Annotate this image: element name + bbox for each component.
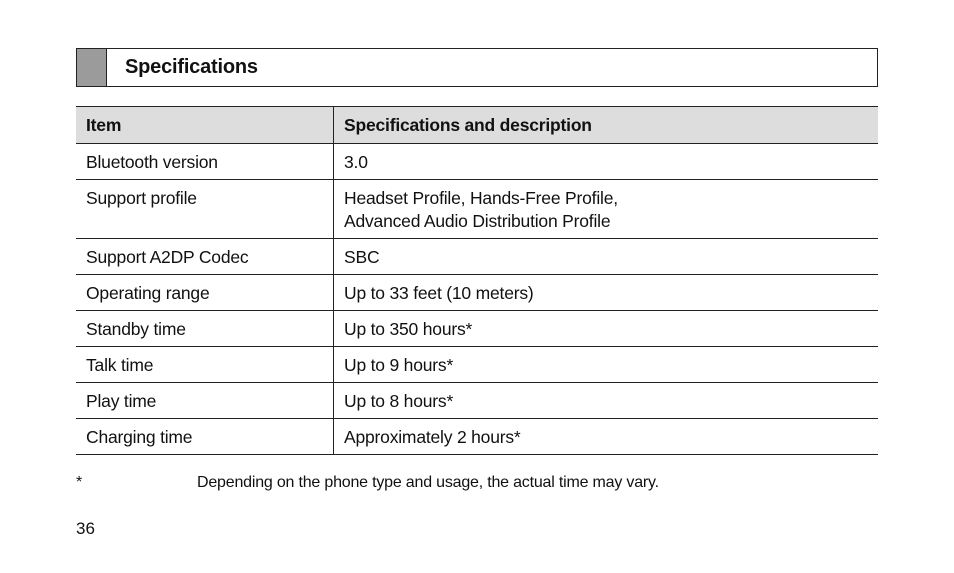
footnote-text: Depending on the phone type and usage, the actual time may vary. <box>197 474 659 491</box>
column-header-description: Specifications and description <box>334 107 879 144</box>
table-header-row <box>76 107 878 144</box>
row-item-cell: Charging time <box>76 419 334 455</box>
description-line: SBC <box>344 247 380 267</box>
description-line: Up to 9 hours* <box>344 355 454 375</box>
row-description-cell <box>334 239 879 275</box>
row-description-cell <box>334 347 879 383</box>
row-item-cell: Operating range <box>76 275 334 311</box>
specifications-table <box>76 106 878 455</box>
description-line: Approximately 2 hours* <box>344 427 521 447</box>
table-body <box>76 144 878 455</box>
description-line: 3.0 <box>344 152 368 172</box>
row-description-cell <box>334 383 879 419</box>
table-row <box>76 275 878 311</box>
row-description-cell <box>334 419 879 455</box>
footnote-mark: * <box>76 474 83 491</box>
section-header <box>76 48 878 87</box>
row-item-cell: Support A2DP Codec <box>76 239 334 275</box>
table-row <box>76 239 878 275</box>
column-header-item: Item <box>76 107 334 144</box>
table-row <box>76 144 878 180</box>
row-item-cell: Talk time <box>76 347 334 383</box>
row-item-cell: Support profile <box>76 180 334 239</box>
description-line: Advanced Audio Distribution Profile <box>344 211 611 231</box>
description-line: Up to 350 hours* <box>344 319 473 339</box>
table-row <box>76 311 878 347</box>
table-row <box>76 180 878 239</box>
description-line: Up to 33 feet (10 meters) <box>344 283 534 303</box>
section-title: Specifications <box>125 56 258 78</box>
row-item-cell: Standby time <box>76 311 334 347</box>
table-row <box>76 383 878 419</box>
row-description-cell <box>334 275 879 311</box>
description-line: Headset Profile, Hands-Free Profile, <box>344 188 618 208</box>
table-row <box>76 419 878 455</box>
page-number: 36 <box>76 519 95 538</box>
table-row <box>76 347 878 383</box>
description-line: Up to 8 hours* <box>344 391 454 411</box>
row-description-cell <box>334 180 879 239</box>
row-description-cell <box>334 311 879 347</box>
row-item-cell: Bluetooth version <box>76 144 334 180</box>
row-item-cell: Play time <box>76 383 334 419</box>
section-marker <box>77 49 107 86</box>
row-description-cell <box>334 144 879 180</box>
